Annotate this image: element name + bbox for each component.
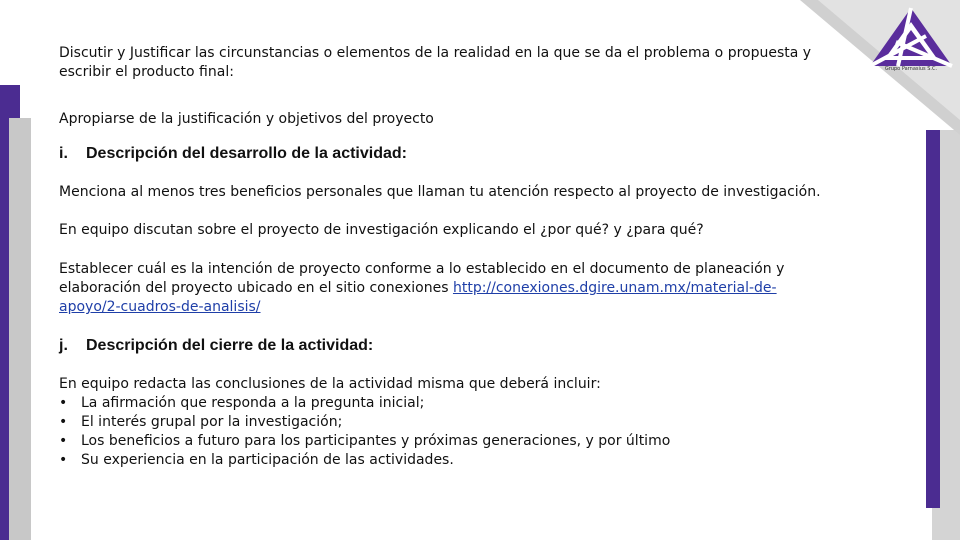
heading-desarrollo-letter: i. (59, 145, 68, 162)
establecer-paragraph (59, 260, 829, 317)
left-gray-bar (9, 118, 31, 540)
document-body (59, 44, 919, 470)
equipo-paragraph: En equipo discutan sobre el proyecto de investigación explicando el ¿por qué? y ¿para qué? (59, 222, 704, 238)
conexiones-link[interactable]: http://conexiones.dgire.unam.mx/material-de-apoyo/2-cuadros-de-analisis/ (59, 280, 777, 315)
intro-paragraph: Discutir y Justificar las circunstancias o elementos de la realidad en la que se da el problema o propuesta y escribir el producto final: (59, 45, 812, 80)
list-item: • Los beneficios a futuro para los participantes y próximas generaciones, y por último (59, 432, 919, 451)
heading-cierre (59, 336, 919, 356)
establecer-text: Establecer cuál es la intención de proyecto conforme a lo establecido en el documento de planeación y elaboración del proyecto ubicado en el sitio conexiones (59, 261, 785, 296)
conclusion-bullet-list (59, 394, 919, 470)
heading-cierre-letter: j. (59, 337, 68, 354)
heading-desarrollo (59, 144, 919, 164)
apropiarse-paragraph: Apropiarse de la justificación y objetivos del proyecto (59, 111, 434, 127)
logo-caption: Grupo Parnasius S.C. (884, 66, 938, 72)
cierre-intro-paragraph: En equipo redacta las conclusiones de la actividad misma que deberá incluir: (59, 376, 601, 392)
right-purple-bar (926, 130, 940, 508)
list-item: • La afirmación que responda a la pregunta inicial; (59, 394, 919, 413)
heading-desarrollo-text: Descripción del desarrollo de la actividad: (86, 145, 407, 162)
menciona-paragraph: Menciona al menos tres beneficios personales que llaman tu atención respecto al proyecto de investigación. (59, 184, 821, 200)
list-item: • El interés grupal por la investigación; (59, 413, 919, 432)
heading-cierre-text: Descripción del cierre de la actividad: (86, 337, 374, 354)
list-item: • Su experiencia en la participación de las actividades. (59, 451, 919, 470)
